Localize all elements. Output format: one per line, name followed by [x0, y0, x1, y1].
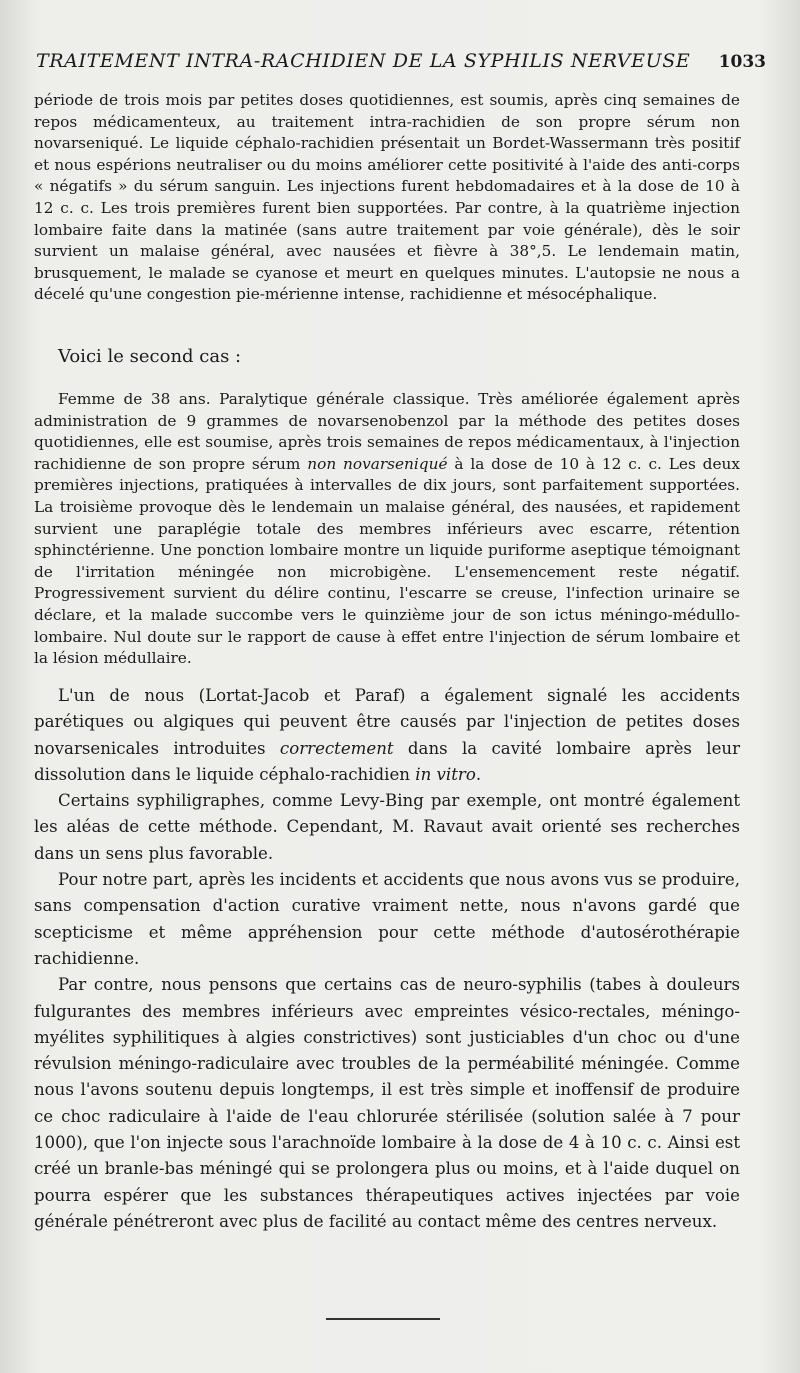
accidents-text-start: L'un de nous (Lortat-Jacob et Paraf) a également signalé les accidents parétiques ou algiques qui peuvent être causés par l'injection de petites doses novarsenicales introduites [34, 686, 740, 758]
paragraph-case1-text: période de trois mois par petites doses quotidiennes, est soumis, après cinq semaines de repos médicamenteux, au traitement intra-rachidien de son propre sérum non novarseniqué. Le liquide céphalo-rachidien présentait un Bordet-Wassermann très positif et nous espérions neutraliser ou du moins améliorer cette positivité à l'aide des anti-corps « négatifs » du sérum sanguin. Les injections furent hebdomadaires et à la dose de 10 à 12 c. c. Les trois premières furent bien supportées. Par contre, à la quatrième injection lombaire faite dans la matinée (sans autre traitement par voie générale), dès le soir survient un malaise général, avec nausées et fièvre à 38°,5. Le lendemain matin, brusquement, le malade se cyanose et meurt en quelques minutes. L'autopsie ne nous a décelé qu'une congestion pie-mérienne intense, rachidienne et mésocéphalique. [34, 91, 740, 304]
paragraph-case1 [34, 90, 740, 306]
accidents-text-end: . [475, 764, 482, 784]
paragraph-case2-text [34, 389, 740, 670]
page-number: 1033 [718, 52, 766, 72]
end-rule [326, 1318, 440, 1320]
intro-line: Voici le second cas : [58, 346, 242, 367]
case2-text-start: Femme de 38 ans. Paralytique générale classique. Très améliorée également après administration de 9 grammes de novarsenobenzol par la méthode des petites doses quotidiennes, elle est soumise, après trois semaines de repos médicamentaux, à l'injection rachidienne de son propre sérum [34, 390, 740, 473]
accidents-italic-in-vitro: in vitro [415, 764, 476, 784]
paragraph-par-contre: Par contre, nous pensons que certains cas de neuro-syphilis (tabes à douleurs fulgurantes des membres inférieurs avec empreintes vésico-rectales, méningo-myélites syphilitiques à algies constrictives) sont justiciables d'un choc ou d'une révulsion méningo-radiculaire avec troubles de la perméabilité méningée. Comme nous l'avons soutenu depuis longtemps, il est très simple et inoffensif de produire ce choc radiculaire à l'aide de l'eau chlorurée stérilisée (solution salée à 7 pour 1000), que l'on injecte sous l'arachnoïde lombaire à la dose de 4 à 10 c. c. Ainsi est créé un branle-bas méningé qui se prolongera plus ou moins, et à l'aide duquel on pourra espérer que les substances thérapeutiques actives injectées par voie générale pénétreront avec plus de facilité au contact même des centres nerveux. [34, 975, 740, 1231]
paragraph-accidents [34, 683, 740, 788]
accidents-text-middle: dans la cavité lombaire après leur dissolution dans le liquide céphalo-rachidien [34, 738, 741, 784]
paragraph-case2 [34, 389, 740, 670]
case2-text-end: à la dose de 10 à 12 c. c. Les deux premières injections, pratiquées à intervalles de dix jours, sont parfaitement supportées. La troisième provoque dès le lendemain un malaise général, des nausées, et rapidement survient une paraplégie totale des membres inférieurs avec escarre, rétention sphinctérienne. Une ponction lombaire montre un liquide puriforme aseptique témoignant de l'irritation méningée non microbigène. L'ensemencement reste négatif. Progressivement survient du délire continu, l'escarre se creuse, l'infection urinaire se déclare, et la malade succombe vers le quinzième jour de son ictus méningo-médullo-lombaire. Nul doute sur le rapport de cause à effet entre l'injection de sérum lombaire et la lésion médullaire. [34, 454, 740, 668]
running-title: TRAITEMENT INTRA-RACHIDIEN DE LA SYPHILIS NERVEUSE [36, 50, 691, 72]
paragraph-syphiligraphes: Certains syphiligraphes, comme Levy-Bing par exemple, ont montré également les aléas de cette méthode. Cependant, M. Ravaut avait orienté ses recherches dans un sens plus favorable. [34, 791, 740, 863]
running-header [36, 50, 766, 72]
paragraph-notre-part: Pour notre part, après les incidents et accidents que nous avons vus se produire, sans compensation d'action curative vraiment nette, nous n'avons gardé que scepticisme et même appréhension pour cette méthode d'autosérothérapie rachidienne. [34, 870, 740, 968]
accidents-italic-correctement: correctement [279, 738, 394, 758]
case2-italic: non novarseniqué [307, 454, 448, 473]
body-section [34, 683, 740, 1235]
